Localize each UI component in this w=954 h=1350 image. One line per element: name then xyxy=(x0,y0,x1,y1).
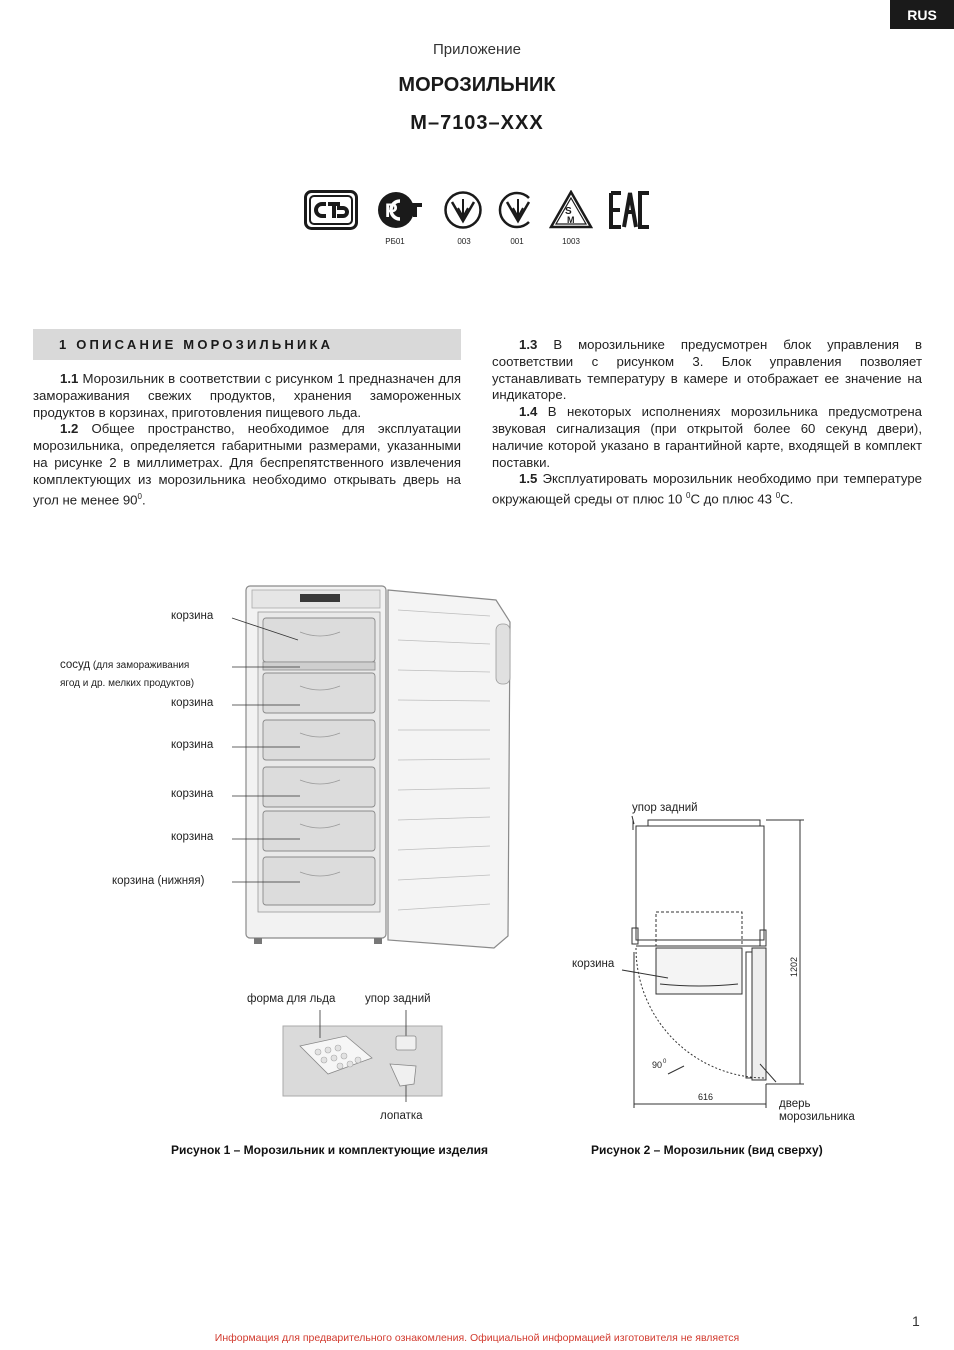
cert-code: 1003 xyxy=(562,237,580,246)
label-basket: корзина xyxy=(171,697,214,709)
section-heading-text: 1 ОПИСАНИЕ МОРОЗИЛЬНИКА xyxy=(59,337,334,352)
freezer-illustration xyxy=(0,570,540,1000)
label-scraper: лопатка xyxy=(380,1110,423,1122)
accessories-illustration xyxy=(282,1008,444,1102)
paragraph-1-3: 1.3 В морозильнике предусмотрен блок управления в соответствии с рисунком 3. Блок управления позволяет устанавливать температуру в камере и отображает ее значение на индикаторе. xyxy=(492,337,922,403)
page-title: МОРОЗИЛЬНИК xyxy=(398,74,556,96)
svg-text:M: M xyxy=(567,215,575,225)
sm-triangle-icon xyxy=(549,190,593,230)
cert-code: 003 xyxy=(457,237,471,246)
left-text-column xyxy=(33,371,461,509)
cert-code: 001 xyxy=(510,237,524,246)
paragraph-1-1: 1.1 Морозильник в соответствии с рисунком 1 предназначен для замораживания свежих продуктов, хранения замороженных продуктов в корзинах, приготовления пищевого льда. xyxy=(33,371,461,420)
figure-2-caption: Рисунок 2 – Морозильник (вид сверху) xyxy=(591,1143,823,1157)
section-heading xyxy=(33,329,461,360)
label-basket: корзина xyxy=(171,788,214,800)
stb-mark-icon xyxy=(304,190,358,230)
dimension-width: 616 xyxy=(698,1092,714,1102)
language-badge: RUS xyxy=(890,0,954,29)
label-door: дверь морозильника xyxy=(779,1098,855,1123)
label-ice-tray: форма для льда xyxy=(247,993,336,1005)
ukraine-conformity-icon xyxy=(497,190,537,230)
svg-text:S: S xyxy=(565,206,572,217)
top-view-diagram xyxy=(620,812,820,1112)
paragraph-1-4: 1.4 В некоторых исполнениях морозильника предусмотрена звуковая сигнализация (при открытой более 60 секунд двери), наличие которой указано в гарантийной карте, входящей в комплект поставки. xyxy=(492,404,922,470)
svg-text:P: P xyxy=(385,201,398,222)
pct-mark-icon xyxy=(376,190,424,230)
figure-1-caption: Рисунок 1 – Морозильник и комплектующие изделия xyxy=(171,1143,489,1157)
right-text-column xyxy=(492,337,922,508)
ukraine-conformity-icon xyxy=(443,190,483,230)
page-number: 1 xyxy=(912,1313,920,1329)
label-rear-stop: упор задний xyxy=(632,802,698,814)
label-basket: корзина xyxy=(171,610,214,622)
dimension-angle: 90 xyxy=(652,1060,663,1070)
appendix-label: Приложение xyxy=(433,41,521,58)
label-basket: корзина xyxy=(171,739,214,751)
label-rear-stop: упор задний xyxy=(365,993,431,1005)
label-basket: корзина xyxy=(572,958,615,970)
dimension-depth: 1202 xyxy=(789,956,799,977)
paragraph-1-5: 1.5 Эксплуатировать морозильник необходимо при температуре окружающей среды от плюс 10 $^0$С до плюс 43 $^0$С. xyxy=(492,471,922,507)
eac-mark-icon xyxy=(608,190,652,230)
label-vessel: сосуд (для замораживания ягод и др. мелких продуктов) xyxy=(60,659,195,689)
cert-code: РБ01 xyxy=(385,237,405,246)
disclaimer: Информация для предварительного ознакомления. Официальной информацией изготовителя не является xyxy=(214,1332,740,1344)
paragraph-1-2: 1.2 Общее пространство, необходимое для эксплуатации морозильника, определяется габаритными размерами, указанными на рисунке 2 в миллиметрах. Для беспрепятственного извлечения комплектующих из морозильника необходимо открывать дверь на угол не менее $90^0$. xyxy=(33,421,461,507)
model-number: М–7103–ХХХ xyxy=(410,112,544,134)
label-basket-bottom: корзина (нижняя) xyxy=(112,875,205,887)
label-basket: корзина xyxy=(171,831,214,843)
dimension-angle-degree: 0 xyxy=(663,1059,667,1065)
